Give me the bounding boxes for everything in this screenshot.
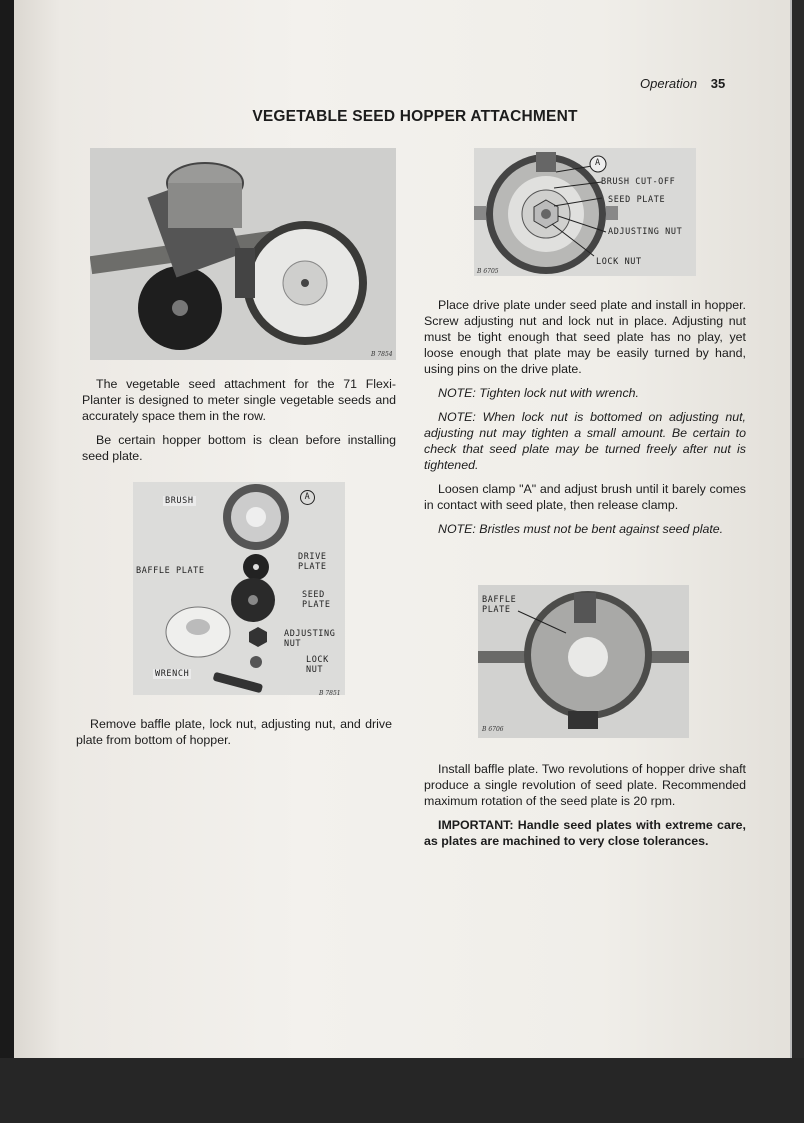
fig3-label-seed-plate: PLATE [302,600,331,610]
remove-parts-paragraph: Remove baffle plate, lock nut, adjusting nut, and drive plate from bottom of hopper. [76,717,392,747]
install-baffle-paragraph: Install baffle plate. Two revolutions of hopper drive shaft produce a single revolution of seed plate. Recommended maximum rotation of the seed plate is 20 rpm. [424,762,746,808]
page-title: VEGETABLE SEED HOPPER ATTACHMENT [252,108,578,125]
right-column-bottom [424,761,746,857]
fig3-label-adjusting-nut: NUT [284,639,302,649]
page-number: 35 [710,76,726,91]
note-tighten-lock-nut: NOTE: Tighten lock nut with wrench. [438,386,639,400]
hopper-bottom-photo [474,148,696,276]
fig2-label-lock-nut: LOCK NUT [596,257,642,267]
planter-illustration [90,148,396,360]
left-column-bottom [76,716,392,756]
fig3-label-drive: DRIVE [298,552,327,562]
right-column-top [424,297,746,545]
fig2-label-brush-cutoff: BRUSH CUT-OFF [601,177,676,187]
page-binding-shadow [0,0,14,1123]
fig3-label-wrench: WRENCH [155,669,190,679]
fig3-label-drive-plate: PLATE [298,562,327,572]
important-notice: IMPORTANT: Handle seed plates with extreme care, as plates are machined to very close tolerances. [424,818,746,848]
figure1-caption: B 7854 [371,351,393,358]
note-bristles: NOTE: Bristles must not be bent against seed plate. [438,522,724,536]
fig2-label-adjusting-nut: ADJUSTING NUT [608,227,683,237]
fig3-label-seed: SEED [302,590,325,600]
planter-photo [90,148,396,360]
fig2-label-a: A [595,158,601,168]
intro-paragraph: The vegetable seed attachment for the 71 Flexi-Planter is designed to meter single vegetable seeds and accurately space them in the row. [82,377,396,423]
page-header [640,76,725,91]
fig3-label-adjusting: ADJUSTING [284,629,336,639]
fig3-label-lock: LOCK [306,655,329,665]
install-drive-plate-paragraph: Place drive plate under seed plate and install in hopper. Screw adjusting nut and lock nut in place. Adjusting nut must be tight enough that seed plate has no play, yet loose enough that plate may be easily turned by hand, using pins on the drive plate. [424,298,746,376]
figure3-caption: B 7851 [319,690,341,697]
loosen-clamp-paragraph: Loosen clamp "A" and adjust brush until it barely comes in contact with seed plate, then release clamp. [424,482,746,512]
section-name: Operation [640,76,698,91]
fig3-label-lock-nut: NUT [306,665,324,675]
scan-background [0,1058,804,1123]
note-lock-nut-bottomed: NOTE: When lock nut is bottomed on adjusting nut, adjusting nut may tighten a small amount. Be certain to check that seed plate may be turned freely after nut is tightened. [424,410,746,472]
figure2-caption: B 6705 [477,268,499,275]
figure4-caption: B 6706 [482,726,504,733]
hopper-clean-paragraph: Be certain hopper bottom is clean before installing seed plate. [82,433,396,463]
fig4-label-baffle-plate: PLATE [482,605,511,615]
left-column-top [82,376,396,472]
fig3-label-brush: BRUSH [165,496,194,506]
fig3-label-baffle-plate: BAFFLE PLATE [136,566,205,576]
fig3-label-a: A [300,490,315,505]
fig4-label-baffle: BAFFLE [482,595,517,605]
hopper-bottom-illustration [474,148,696,276]
fig2-label-seed-plate: SEED PLATE [608,195,666,205]
